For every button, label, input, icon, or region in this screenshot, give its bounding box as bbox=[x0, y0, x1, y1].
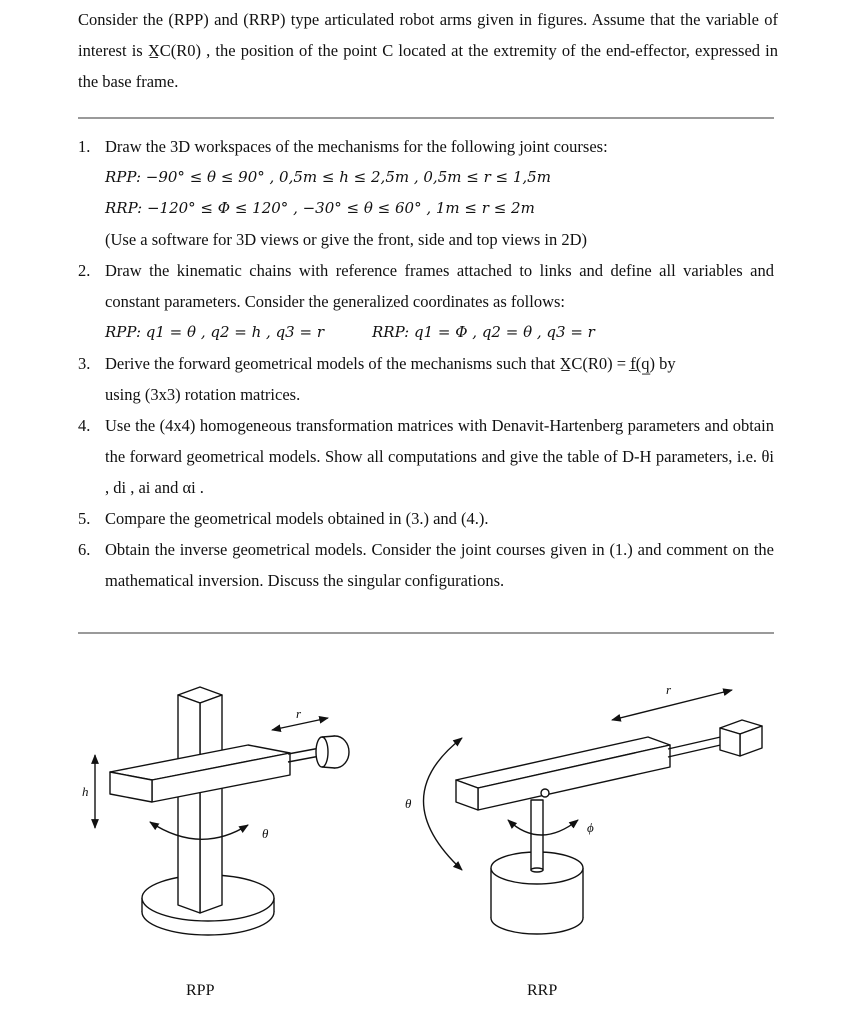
intro-paragraph: Consider the (RPP) and (RRP) type articulated robot arms given in figures. Assume that the variable of interest is X̲C(R0) , the position of the point C located at the extremity of the end-effector, expressed in the base frame. bbox=[78, 10, 778, 91]
task-text: Draw the 3D workspaces of the mechanisms for the following joint courses: bbox=[105, 137, 608, 156]
divider-bottom bbox=[78, 632, 774, 634]
task-6 bbox=[78, 534, 774, 596]
rrp-end-effector bbox=[668, 720, 762, 757]
task-1 bbox=[78, 131, 774, 255]
rpp-h-label: h bbox=[82, 784, 89, 799]
task-text: Compare the geometrical models obtained in (3.) and (4.). bbox=[105, 509, 489, 528]
task-text: Draw the kinematic chains with reference frames attached to links and define all variables and constant parameters. Consider the generalized coordinates as follows: bbox=[105, 261, 774, 311]
rpp-end-effector bbox=[288, 736, 349, 768]
rrp-phi-label: ϕ bbox=[587, 820, 594, 835]
task-number: 4. bbox=[78, 416, 91, 435]
robot-figures bbox=[0, 650, 844, 1020]
rpp-theta-label: θ bbox=[262, 826, 269, 841]
task-4 bbox=[78, 410, 774, 503]
rpp-r-label: r bbox=[296, 706, 302, 721]
divider-top bbox=[78, 117, 774, 119]
rrp-figure-label: RRP bbox=[527, 982, 558, 999]
task-number: 5. bbox=[78, 509, 91, 528]
rrp-r-label: r bbox=[666, 682, 672, 697]
rrp-pivot bbox=[541, 789, 549, 797]
task-number: 6. bbox=[78, 540, 91, 559]
task-3 bbox=[78, 348, 774, 410]
task-text: Derive the forward geometrical models of the mechanisms such that X̲C(R0) = f̲(q̲) by bbox=[105, 354, 676, 373]
rrp-joint-courses: RRP: −120° ≤ Φ ≤ 120° , −30° ≤ θ ≤ 60° , 1m ≤ r ≤ 2m bbox=[105, 199, 535, 217]
rpp-joint-courses: RPP: −90° ≤ θ ≤ 90° , 0,5m ≤ h ≤ 2,5m , 0,5m ≤ r ≤ 1,5m bbox=[105, 168, 551, 186]
task-text-continued: using (3x3) rotation matrices. bbox=[105, 385, 301, 404]
figures-area bbox=[0, 650, 844, 1020]
rrp-theta-label: θ bbox=[405, 796, 412, 811]
task-2 bbox=[78, 255, 774, 348]
task-number: 2. bbox=[78, 261, 91, 280]
task-5 bbox=[78, 503, 774, 534]
rrp-coordinates: RRP: q1 = Φ , q2 = θ , q3 = r bbox=[372, 323, 595, 341]
rrp-post bbox=[531, 800, 543, 872]
rrp-r-arrow bbox=[612, 690, 732, 720]
task-list bbox=[78, 131, 774, 596]
rrp-theta-arrow bbox=[424, 738, 463, 870]
rpp-coordinates: RPP: q1 = θ , q2 = h , q3 = r bbox=[105, 323, 324, 341]
task-text: Obtain the inverse geometrical models. Consider the joint courses given in (1.) and comment on the mathematical inversion. Discuss the singular configurations. bbox=[105, 540, 774, 590]
rpp-robot-drawing bbox=[95, 687, 349, 935]
rrp-arm bbox=[456, 737, 670, 810]
rpp-figure-label: RPP bbox=[186, 982, 215, 999]
task-text: Use the (4x4) homogeneous transformation matrices with Denavit-Hartenberg parameters and obtain the forward geometrical models. Show all computations and give the table of D-H parameters, i.e. θi , di , ai and αi . bbox=[105, 416, 774, 497]
rpp-column bbox=[178, 687, 222, 913]
rrp-robot-drawing bbox=[424, 690, 763, 934]
task-number: 1. bbox=[78, 137, 91, 156]
task-note: (Use a software for 3D views or give the front, side and top views in 2D) bbox=[105, 230, 588, 249]
task-number: 3. bbox=[78, 354, 91, 373]
